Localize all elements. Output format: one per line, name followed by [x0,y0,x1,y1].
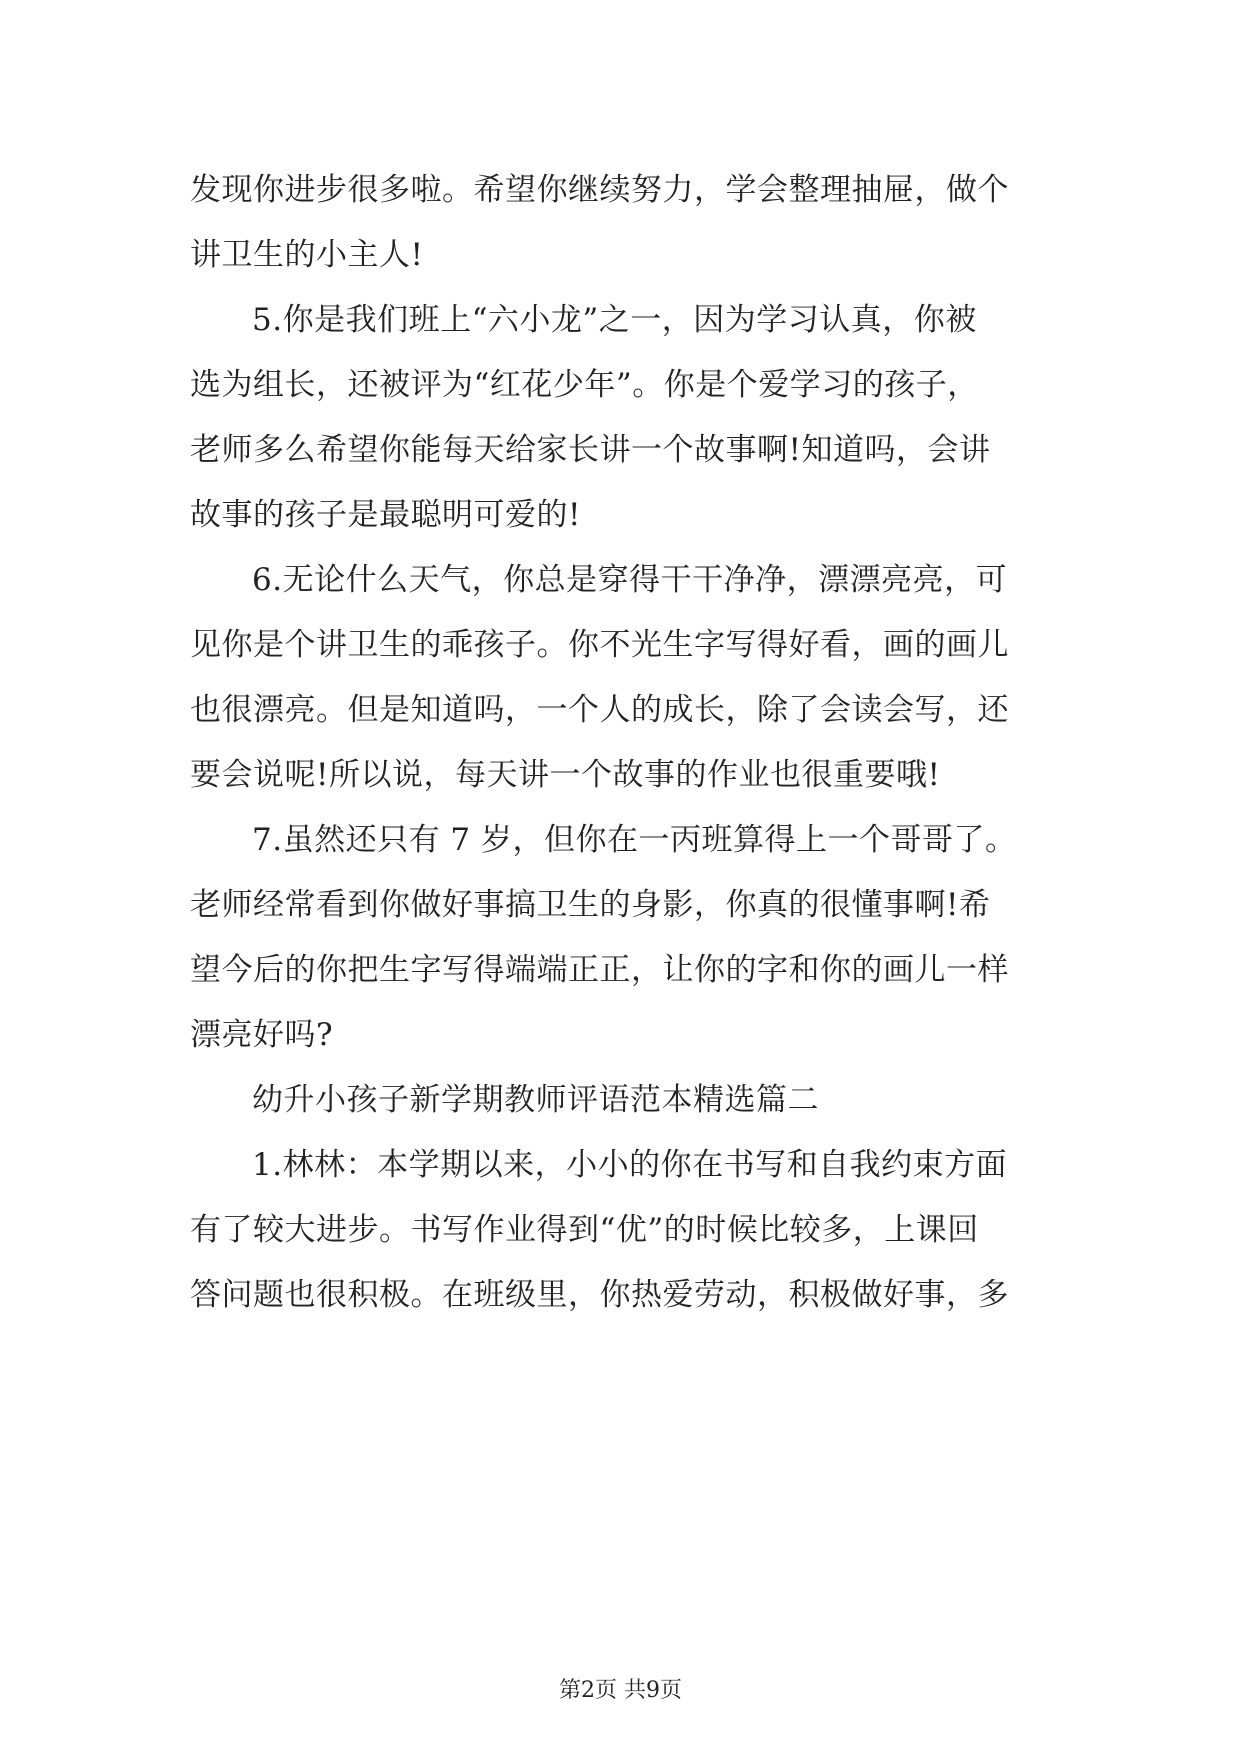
paragraph [190,808,1070,1068]
paragraph [190,288,1070,548]
text-line: 1.林林：本学期以来，小小的你在书写和自我约束方面 [252,1147,1008,1183]
text-line: 要会说呢!所以说，每天讲一个故事的作业也很重要哦! [190,757,941,793]
document-body [190,158,1070,1328]
text-line: 见你是个讲卫生的乖孩子。你不光生字写得好看，画的画儿 [190,627,1009,663]
text-line: 7.虽然还只有 7 岁，但你在一丙班算得上一个哥哥了。 [252,822,1017,858]
text-line: 有了较大进步。书写作业得到“优”的时候比较多，上课回 [190,1212,979,1248]
paragraph [190,158,1070,288]
text-line: 6.无论什么天气，你总是穿得干干净净，漂漂亮亮，可 [252,562,1008,598]
section-heading-paragraph [190,1068,1070,1133]
paragraph [190,1133,1070,1328]
text-line: 老师多么希望你能每天给家长讲一个故事啊!知道吗，会讲 [190,432,991,468]
text-line: 5.你是我们班上“六小龙”之一，因为学习认真，你被 [252,302,977,338]
paragraph [190,548,1070,808]
text-line: 发现你进步很多啦。希望你继续努力，学会整理抽屉，做个 [190,172,1009,208]
text-line: 答问题也很积极。在班级里，你热爱劳动，积极做好事，多 [190,1277,1009,1313]
text-line: 漂亮好吗? [190,1017,334,1053]
text-line: 老师经常看到你做好事搞卫生的身影，你真的很懂事啊!希 [190,887,991,923]
text-line: 选为组长，还被评为“红花少年”。你是个爱学习的孩子， [190,367,979,403]
text-line: 故事的孩子是最聪明可爱的! [190,497,581,533]
text-line: 讲卫生的小主人! [190,237,424,273]
page-footer: 第2页 共9页 [559,1678,682,1703]
section-heading: 幼升小孩子新学期教师评语范本精选篇二 [252,1082,819,1118]
text-line: 望今后的你把生字写得端端正正，让你的字和你的画儿一样 [190,952,1009,988]
text-line: 也很漂亮。但是知道吗，一个人的成长，除了会读会写，还 [190,692,1009,728]
